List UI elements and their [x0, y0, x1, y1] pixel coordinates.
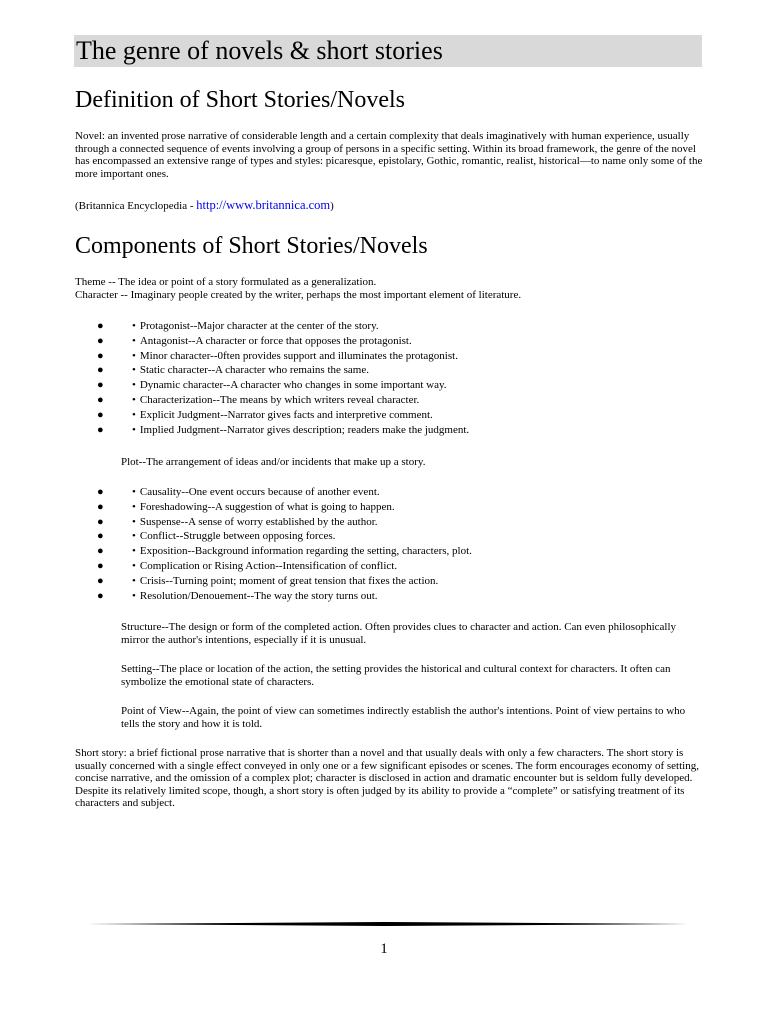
inner-bullet-icon: •: [132, 423, 136, 436]
list-item: ● • Complication or Rising Action--Intensification of conflict.: [97, 559, 398, 572]
list-item: ● • Conflict--Struggle between opposing forces.: [97, 530, 336, 543]
inner-bullet-icon: •: [132, 379, 136, 392]
bullet-icon: ●: [97, 574, 104, 587]
plot-line: Plot--The arrangement of ideas and/or incidents that make up a story.: [121, 456, 426, 468]
inner-bullet-icon: •: [132, 574, 136, 587]
inner-bullet-icon: •: [132, 408, 136, 421]
bullet-icon: ●: [97, 364, 104, 377]
bullet-icon: ●: [97, 589, 104, 602]
character-line: Character -- Imaginary people created by the writer, perhaps the most important element of literature.: [75, 289, 522, 301]
page-number: 1: [380, 941, 388, 957]
theme-line: Theme -- The idea or point of a story formulated as a generalization.: [75, 276, 377, 288]
inner-bullet-icon: •: [132, 530, 136, 543]
list-item: ● • Resolution/Denouement--The way the story turns out.: [97, 589, 378, 602]
bullet-icon: ●: [97, 320, 104, 332]
bullet-icon: ●: [97, 423, 104, 436]
inner-bullet-icon: •: [132, 334, 136, 347]
list-item: ● • Suspense--A sense of worry established by the author.: [97, 515, 378, 528]
point-of-view-paragraph: Point of View--Again, the point of view can sometimes indirectly establish the author's intentions. Point of view pertains to who tells the story and how it is told.: [121, 705, 686, 730]
list-item: ● • Crisis--Turning point; moment of great tension that fixes the action.: [97, 574, 439, 587]
plot-list: [75, 485, 472, 603]
inner-bullet-icon: •: [132, 589, 136, 602]
structure-paragraph: Structure--The design or form of the completed action. Often provides clues to character and action. Can even philosophically mirror the author's intentions, especially if it is unusual.: [121, 621, 677, 646]
short-story-definition: Short story: a brief fictional prose narrative that is shorter than a novel and that usually deals with only a few characters. The short story is usually concerned with a single effect conveyed in only one or a few significant episodes or scenes. The form encourages economy of setting, concise narrative, and the omission of a complex plot; character is disclosed in action and dramatic encounter but is seldom fully developed. Despite its relatively limited scope, though, a short story is often judged by its ability to provide a “complete” or satisfying treatment of its characters and subject.: [75, 747, 699, 809]
setting-paragraph: Setting--The place or location of the action, the setting provides the historical and cultural context for characters. It often can symbolize the emotional state of characters.: [121, 663, 671, 688]
list-item: ● • Implied Judgment--Narrator gives description; readers make the judgment.: [97, 423, 470, 436]
inner-bullet-icon: •: [132, 515, 136, 528]
bullet-icon: ●: [97, 486, 104, 498]
page-title: The genre of novels & short stories: [76, 36, 443, 65]
citation-suffix: ): [330, 200, 334, 212]
components-heading: Components of Short Stories/Novels: [75, 233, 428, 259]
list-item: ● • Causality--One event occurs because of another event.: [97, 486, 380, 498]
britannica-link[interactable]: http://www.britannica.com: [196, 198, 331, 212]
list-item: ● • Explicit Judgment--Narrator gives facts and interpretive comment.: [97, 408, 433, 421]
inner-bullet-icon: •: [132, 364, 136, 377]
inner-bullet-icon: •: [132, 545, 136, 558]
definition-heading: Definition of Short Stories/Novels: [75, 87, 405, 113]
list-item: ● • Protagonist--Major character at the center of the story.: [97, 320, 379, 332]
bullet-icon: ●: [97, 559, 104, 572]
bullet-icon: ●: [97, 500, 104, 513]
inner-bullet-icon: •: [132, 349, 136, 362]
inner-bullet-icon: •: [132, 393, 136, 406]
novel-definition: Novel: an invented prose narrative of considerable length and a certain complexity that deals imaginatively with human experience, usually through a connected sequence of events involving a group of persons in a specific setting. Within its broad framework, the genre of the novel has encompassed an extensive range of types and styles: picaresque, epistolary, Gothic, romantic, realist, historical—to name only some of the more important ones.: [75, 130, 703, 180]
list-item: ● • Antagonist--A character or force that opposes the protagonist.: [97, 334, 412, 347]
bullet-icon: ●: [97, 408, 104, 421]
inner-bullet-icon: •: [132, 500, 136, 513]
bullet-icon: ●: [97, 530, 104, 543]
bullet-icon: ●: [97, 545, 104, 558]
bullet-icon: ●: [97, 515, 104, 528]
inner-bullet-icon: •: [132, 559, 136, 572]
character-list: [75, 319, 469, 437]
list-item: ● • Minor character--0ften provides support and illuminates the protagonist.: [97, 349, 458, 362]
list-item: ● • Characterization--The means by which writers reveal character.: [97, 393, 420, 406]
list-item: ● • Exposition--Background information regarding the setting, characters, plot.: [97, 545, 472, 558]
inner-bullet-icon: •: [132, 486, 136, 498]
bullet-icon: ●: [97, 393, 104, 406]
list-item: ● • Foreshadowing--A suggestion of what is going to happen.: [97, 500, 395, 513]
bullet-icon: ●: [97, 379, 104, 392]
citation: [75, 199, 703, 213]
bullet-icon: ●: [97, 334, 104, 347]
inner-bullet-icon: •: [132, 320, 136, 332]
bullet-icon: ●: [97, 349, 104, 362]
citation-prefix: (Britannica Encyclopedia -: [75, 200, 197, 212]
list-item: ● • Dynamic character--A character who changes in some important way.: [97, 379, 447, 392]
list-item: ● • Static character--A character who remains the same.: [97, 364, 369, 377]
title-banner: [74, 35, 702, 67]
footer-divider: [87, 922, 689, 926]
